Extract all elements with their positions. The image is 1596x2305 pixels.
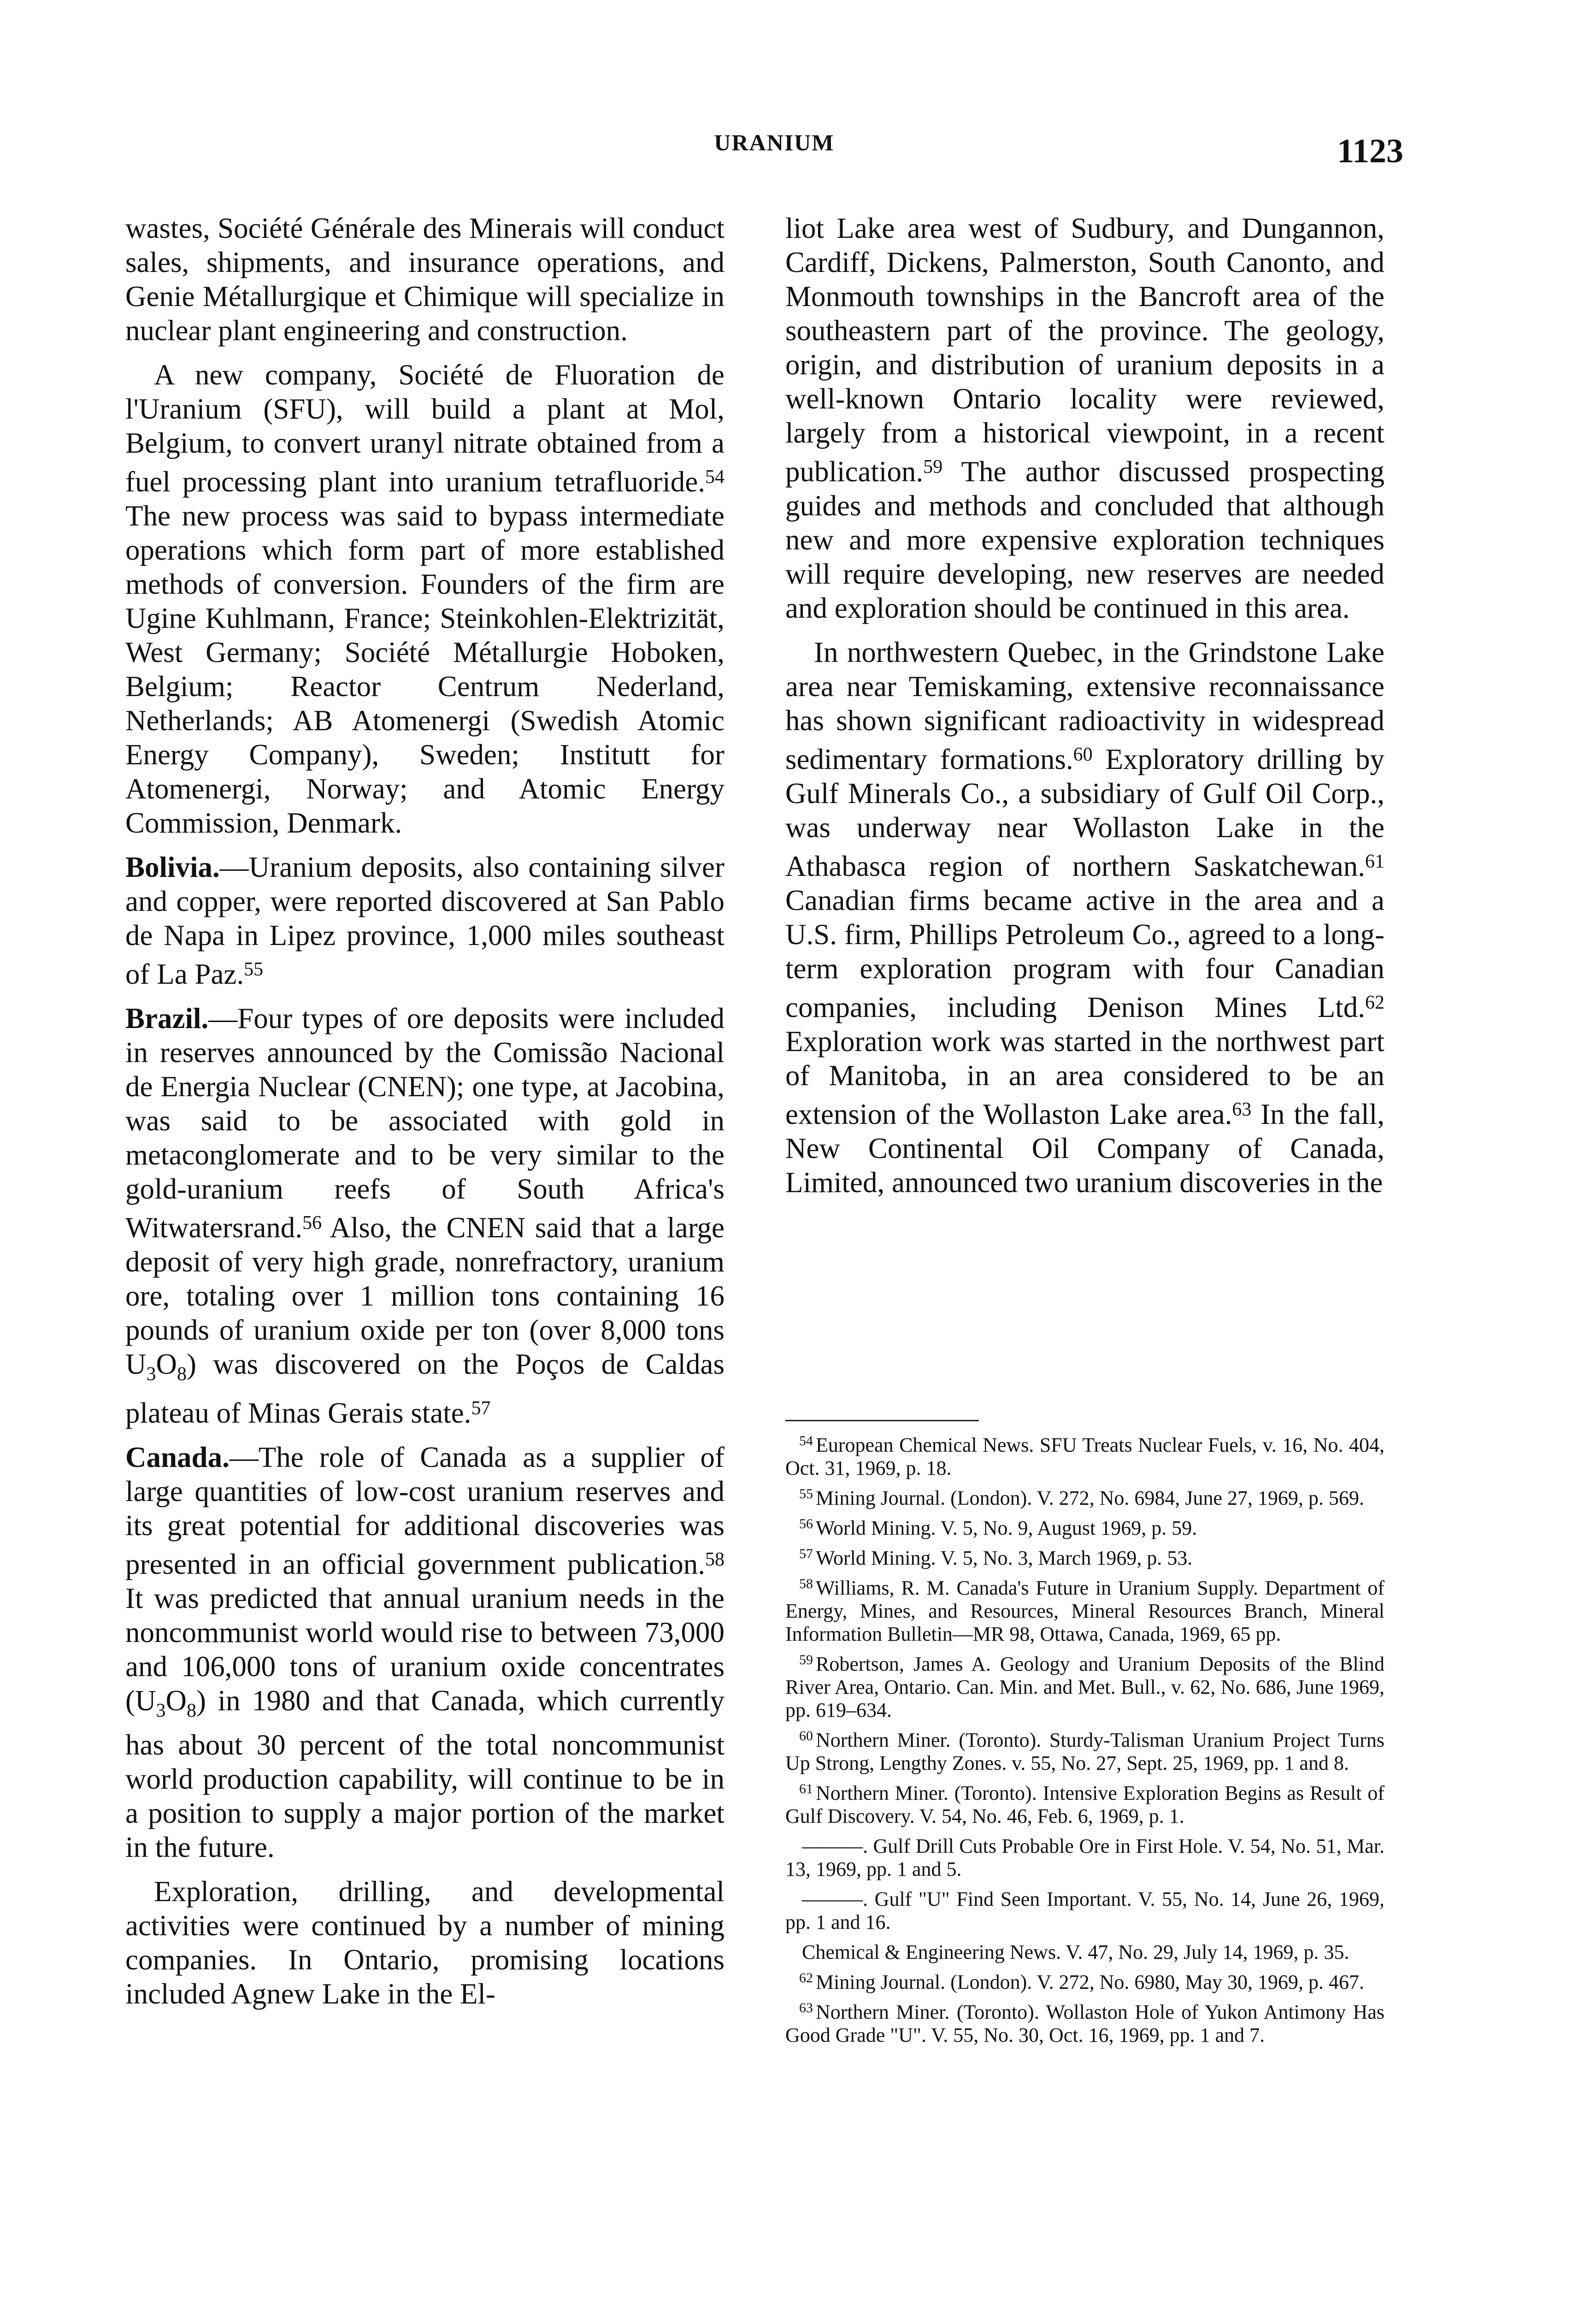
footnote-61-b: ———. Gulf Drill Cuts Probable Ore in First Hole. V. 54, No. 51, Mar. 13, 1969, pp. 1 and 5. [785,1835,1384,1880]
section-heading-canada: Canada. [125,1441,230,1473]
footnotes [785,1420,1384,2050]
footnote-divider [785,1420,979,1421]
paragraph-sfu: A new company, Société de Fluoration de l'Uranium (SFU), will build a plant at Mol, Belgium, to convert uranyl nitrate obtained from a fuel processing plant into uranium tetrafluoride.$^{54}$ The new process was said to bypass intermediate operations which form part of more established methods of conversion. Founders of the firm are Ugine Kuhlmann, France; Steinkohlen-Elektrizität, West Germany; Société Métallurgie Hoboken, Belgium; Reactor Centrum Nederland, Netherlands; AB Atomenergi (Swedish Atomic Energy Company), Sweden; Institutt for Atomenergi, Norway; and Atomic Energy Commission, Denmark. [125,359,724,839]
section-heading-bolivia: Bolivia. [125,851,220,883]
section-heading-brazil: Brazil. [125,1002,209,1034]
footnote-60: $^{60}$ Northern Miner. (Toronto). Sturdy-Talisman Uranium Project Turns Up Strong, Lengthy Zones. v. 55, No. 27, Sept. 25, 1969, pp. 1 and 8. [785,1728,1384,1774]
footnote-ref: 60 [1073,744,1093,765]
footnote-ref: 61 [1365,851,1384,872]
footnote-ref: 54 [705,467,724,488]
paragraph-bolivia: Bolivia.—Uranium deposits, also containing silver and copper, were reported discovered at San Pablo de Napa in Lipez province, 1,000 miles southeast of La Paz.$^{55}$ [125,851,724,990]
footnote-ref: 58 [705,1549,724,1570]
footnote-61-d: Chemical & Engineering News. V. 47, No. 29, July 14, 1969, p. 35. [802,1941,1349,1963]
paragraph-brazil: Brazil.—Four types of ore deposits were included in reserves announced by the Comissão Nacional de Energia Nuclear (CNEN); one type, at Jacobina, was said to be associated with gold in metaconglomerate and to be very similar to the gold-uranium reefs of South Africa's Witwatersrand.$^{56}$ Also, the CNEN said that a large deposit of very high grade, nonrefractory, uranium ore, totaling over 1 million tons containing 16 pounds of uranium oxide per ton (over 8,000 tons $U_3O_8$) was discovered on the Poços de Caldas plateau of Minas Gerais state.$^{57}$ [125,1002,724,1429]
footnote-ref: 55 [244,959,264,980]
paragraph-continued: wastes, Société Générale des Minerais will conduct sales, shipments, and insurance operations, and Genie Métallurgique et Chimique will specialize in nuclear plant engineering and construction. [125,212,724,347]
footnote-ref: 63 [1232,1099,1252,1120]
paragraph-canada: Canada.—The role of Canada as a supplier of large quantities of low-cost uranium reserves and its great potential for additional discoveries was presented in an official government publication.$^{58}$ It was predicted that annual uranium needs in the noncommunist world would rise to between 73,000 and 106,000 tons of uranium oxide concentrates $(U_3O_8)$ in 1980 and that Canada, which currently has about 30 percent of the total noncommunist world production capability, will continue to be in a position to supply a major portion of the market in the future. [125,1441,724,1863]
footnote-59: $^{59}$ Robertson, James A. Geology and Uranium Deposits of the Blind River Area, Ontario. Can. Min. and Met. Bull., v. 62, No. 686, June 1969, pp. 619–634. [785,1652,1384,1721]
footnote-55: $^{55}$ Mining Journal. (London). V. 272, No. 6984, June 27, 1969, p. 569. [799,1486,1365,1509]
page-number: 1123 [1337,132,1403,170]
paragraph-ontario: liot Lake area west of Sudbury, and Dungannon, Cardiff, Dickens, Palmerston, South Canonto, and Monmouth townships in the Bancroft area of the southeastern part of the province. The geology, origin, and distribution of uranium deposits in a well-known Ontario locality were reviewed, largely from a historical viewpoint, in a recent publication.$^{59}$ The author discussed prospecting guides and methods and concluded that although new and more expensive exploration techniques will require developing, new reserves are needed and exploration should be continued in this area. [785,212,1384,624]
running-header: URANIUM [714,130,835,155]
footnote-54: $^{54}$ European Chemical News. SFU Treats Nuclear Fuels, v. 16, No. 404, Oct. 31, 1969, p. 18. [785,1433,1384,1479]
footnote-ref: 62 [1365,992,1384,1013]
footnote-ref: 57 [471,1398,491,1419]
footnote-ref: 56 [302,1212,322,1234]
footnote-ref: 59 [923,456,943,478]
paragraph-quebec: In northwestern Quebec, in the Grindstone Lake area near Temiskaming, extensive reconnaissance has shown significant radioactivity in widespread sedimentary formations.$^{60}$ Exploratory drilling by Gulf Minerals Co., a subsidiary of Gulf Oil Corp., was underway near Wollaston Lake in the Athabasca region of northern Saskatchewan.$^{61}$ Canadian firms became active in the area and a U.S. firm, Phillips Petroleum Co., agreed to a long-term exploration program with four Canadian companies, including Denison Mines Ltd.$^{62}$ Exploration work was started in the northwest part of Manitoba, in an area considered to be an extension of the Wollaston Lake area.$^{63}$ In the fall, New Continental Oil Company of Canada, Limited, announced two uranium discoveries in the [785,636,1384,1199]
footnote-58: $^{58}$ Williams, R. M. Canada's Future in Uranium Supply. Department of Energy, Mines, and Resources, Mineral Resources Branch, Mineral Information Bulletin—MR 98, Ottawa, Canada, 1969, 65 pp. [785,1576,1384,1645]
footnote-61-c: ———. Gulf "U" Find Seen Important. V. 55, No. 14, June 26, 1969, pp. 1 and 16. [785,1888,1384,1933]
footnote-57: $^{57}$ World Mining. V. 5, No. 3, March 1969, p. 53. [799,1546,1193,1569]
left-column [125,211,724,2021]
footnote-61: $^{61}$ Northern Miner. (Toronto). Intensive Exploration Begins as Result of Gulf Discovery. V. 54, No. 46, Feb. 6, 1969, p. 1. [785,1781,1384,1827]
footnote-56: $^{56}$ World Mining. V. 5, No. 9, August 1969, p. 59. [799,1516,1197,1539]
footnote-62: $^{62}$ Mining Journal. (London). V. 272, No. 6980, May 30, 1969, p. 467. [799,1970,1365,1993]
right-column [785,211,1384,1210]
footnote-63: $^{63}$ Northern Miner. (Toronto). Wollaston Hole of Yukon Antimony Has Good Grade "U". V. 55, No. 30, Oct. 16, 1969, pp. 1 and 7. [785,2000,1384,2046]
paragraph-exploration: Exploration, drilling, and developmental activities were continued by a number of mining companies. In Ontario, promising locations included Agnew Lake in the El- [125,1875,724,2010]
